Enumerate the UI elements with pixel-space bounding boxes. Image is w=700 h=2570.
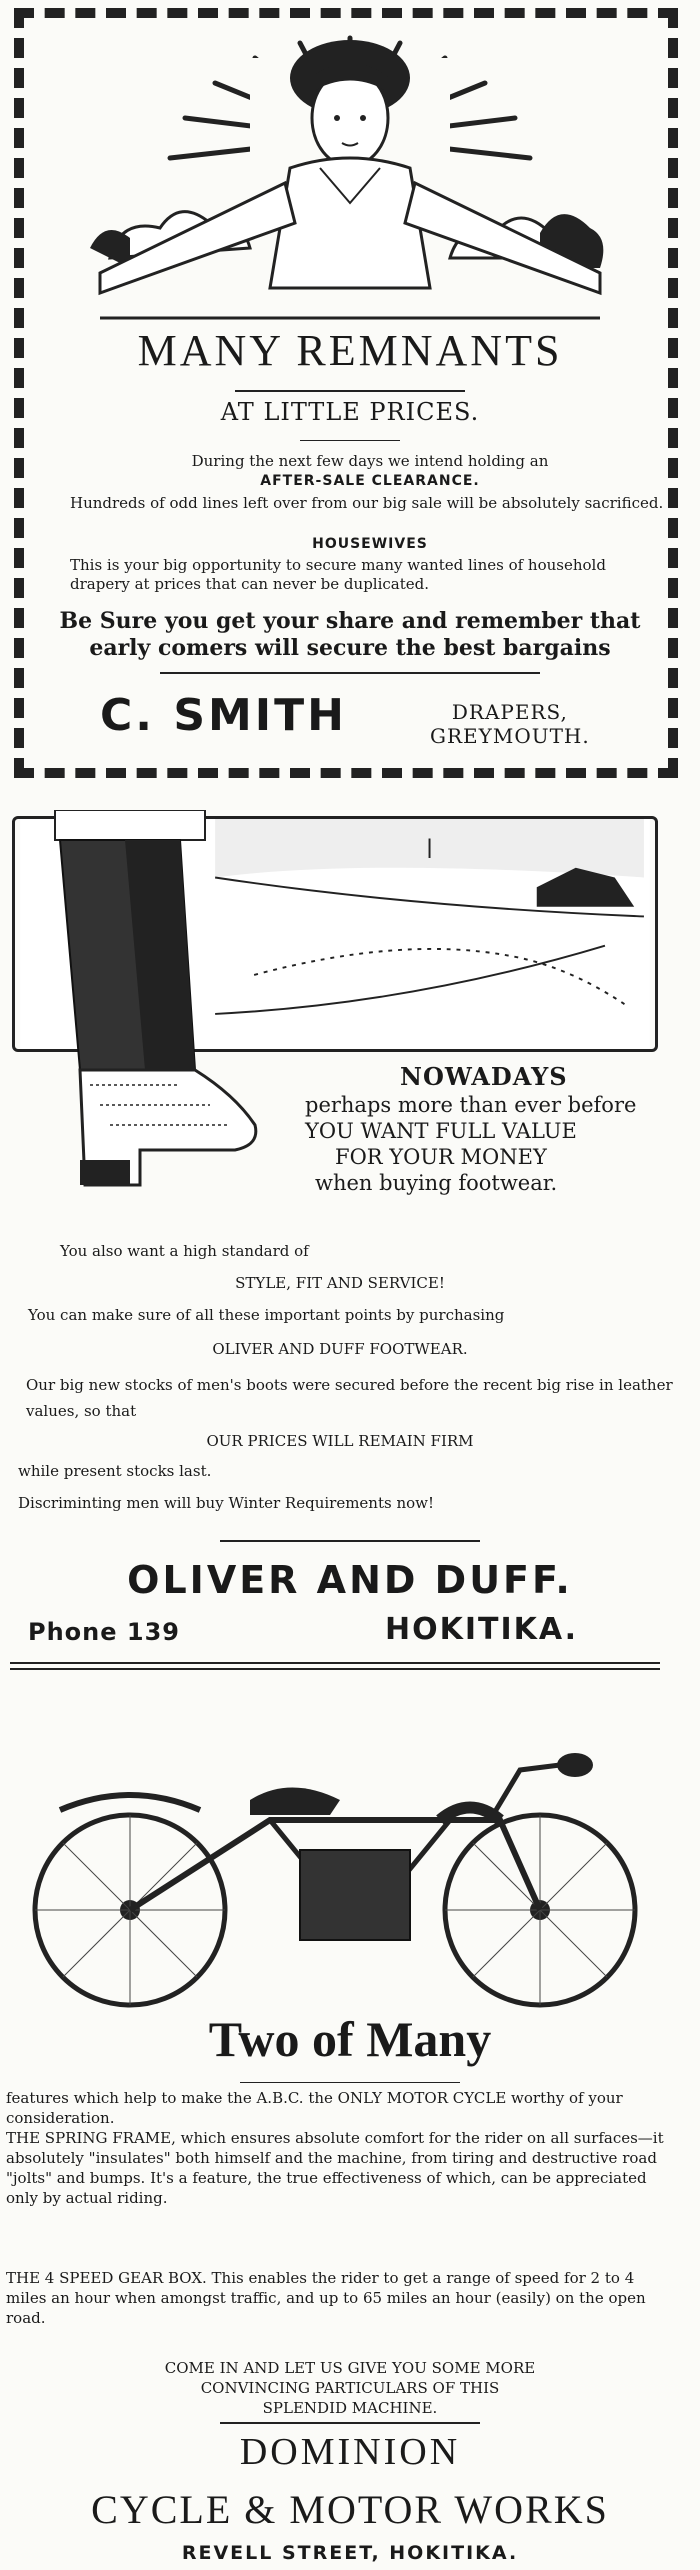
divider bbox=[220, 1540, 480, 1542]
paragraph-gear-box: THE 4 SPEED GEAR BOX. This enables the rider to get a range of speed for 2 to 4 miles an hour when amongst traffic, and up to 65 miles an hour (easily) on the open road. bbox=[6, 2269, 646, 2327]
body-intro: During the next few days we intend holding an bbox=[191, 452, 549, 470]
divider bbox=[235, 390, 465, 392]
pitch-line: when buying footwear. bbox=[315, 1171, 558, 1195]
clearance-heading: AFTER-SALE CLEARANCE. bbox=[260, 473, 480, 489]
town-line: GREYMOUTH. bbox=[430, 724, 590, 748]
trade-line: DRAPERS, bbox=[451, 700, 568, 724]
body-sacrificed: Hundreds of odd lines left over from our big sale will be absolutely sacrificed. bbox=[70, 494, 664, 512]
firm-name: C. SMITH bbox=[100, 690, 348, 741]
cta-line: CONVINCING PARTICULARS OF THIS bbox=[200, 2379, 500, 2397]
headline: NOWADAYS bbox=[400, 1062, 568, 1091]
body-opportunity: This is your big opportunity to secure many wanted lines of household drapery at prices that can never be duplicated. bbox=[70, 556, 606, 593]
pitch-line: perhaps more than ever before bbox=[305, 1093, 637, 1117]
paragraph-spring-frame: THE SPRING FRAME, which ensures absolute comfort for the rider on all surfaces—it absolutely "insulates" both himself and the machine, from tiring and destructive road "jolts" and bumps. It's a feature, the true effectiveness of which, can be appreciated only by actual riding. bbox=[6, 2129, 664, 2207]
headline: MANY REMNANTS bbox=[137, 326, 563, 375]
firm-name: OLIVER AND DUFF. bbox=[127, 1558, 573, 1602]
town-name: HOKITIKA. bbox=[385, 1612, 579, 1647]
woman-sunburst-illustration bbox=[70, 18, 630, 348]
emphasis-text: Be Sure you get your share and remember that early comers will secure the best bargains bbox=[59, 608, 641, 661]
body-line: STYLE, FIT AND SERVICE! bbox=[235, 1274, 445, 1292]
body-line: OUR PRICES WILL REMAIN FIRM bbox=[206, 1432, 474, 1450]
body-line: You also want a high standard of bbox=[60, 1242, 309, 1260]
motorcycle-illustration bbox=[20, 1730, 660, 2010]
body-line: You can make sure of all these important points by purchasing bbox=[28, 1306, 505, 1324]
body-line: OLIVER AND DUFF FOOTWEAR. bbox=[212, 1340, 468, 1358]
pitch bbox=[305, 1092, 636, 1196]
paragraph-intro: features which help to make the A.B.C. the ONLY MOTOR CYCLE worthy of your consideration. bbox=[6, 2089, 623, 2127]
body-line: while present stocks last. bbox=[18, 1462, 212, 1480]
motor-cycle-advertisement bbox=[0, 1670, 700, 2570]
headline: Two of Many bbox=[208, 2011, 492, 2067]
housewives-heading: HOUSEWIVES bbox=[312, 536, 428, 552]
phone-number: Phone 139 bbox=[28, 1618, 180, 1646]
remnants-advertisement bbox=[0, 0, 700, 800]
firm-address: REVELL STREET, HOKITIKA. bbox=[181, 2542, 519, 2564]
pitch-line: YOU WANT FULL VALUE bbox=[305, 1119, 577, 1143]
divider bbox=[220, 2422, 480, 2424]
cta-line: COME IN AND LET US GIVE YOU SOME MORE bbox=[164, 2359, 536, 2377]
boot-illustration bbox=[30, 810, 270, 1210]
firm-name: DOMINION bbox=[239, 2431, 461, 2473]
ornament-divider bbox=[240, 2082, 460, 2083]
subheadline: AT LITTLE PRICES. bbox=[220, 398, 480, 426]
ornament-divider bbox=[300, 440, 400, 441]
pitch-line: FOR YOUR MONEY bbox=[335, 1145, 547, 1169]
body-line: Discriminting men will buy Winter Requirements now! bbox=[18, 1494, 435, 1512]
firm-name-line2: CYCLE & MOTOR WORKS bbox=[91, 2487, 609, 2532]
firm-trade bbox=[430, 700, 590, 748]
divider bbox=[10, 1662, 660, 1664]
footwear-advertisement bbox=[0, 810, 700, 1670]
divider bbox=[160, 672, 540, 674]
body-line: Our big new stocks of men's boots were secured before the recent big rise in leather values, so that bbox=[26, 1376, 673, 1420]
call-to-action bbox=[0, 2358, 700, 2418]
cta-line: SPLENDID MACHINE. bbox=[262, 2399, 438, 2417]
